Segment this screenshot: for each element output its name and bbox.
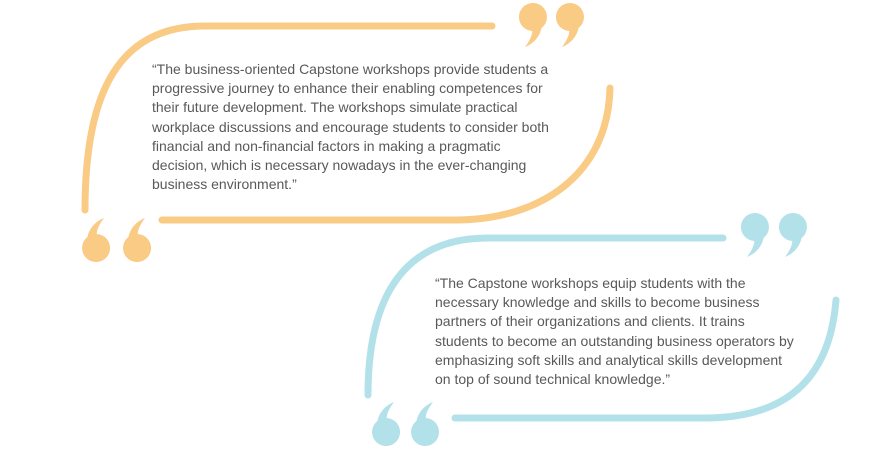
- quote-1-text: “The business-oriented Capstone workshops provide students a progressive journey to enhance their enabling competences for their future development. The workshops simulate practical workplace discussions and encourage students to consider both financial and non-financial factors in making a pragmatic decision, which is necessary nowadays in the ever-changing business environment.”: [152, 61, 549, 193]
- quote-1-opening-quote-icon: [82, 218, 151, 262]
- quote-1-closing-quote-icon: [519, 3, 584, 47]
- quote-2-closing-quote-icon: [741, 213, 807, 257]
- quote-2-text: “The Capstone workshops equip students with the necessary knowledge and skills to become business partners of their organizations and clients. It trains students to become an outstanding business operators by emphasizing soft skills and analytical skills development on top of sound technical knowledge.”: [435, 275, 794, 388]
- quote-2-opening-quote-icon: [372, 402, 439, 446]
